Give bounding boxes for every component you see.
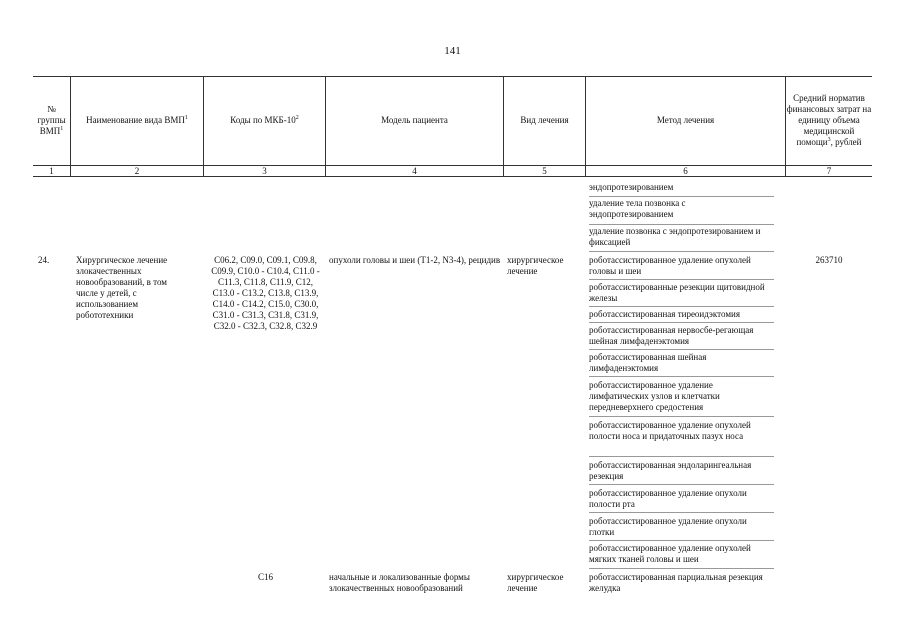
method-separator	[589, 456, 774, 457]
icd-codes: C16	[257, 572, 273, 582]
method-item: удаление позвонка с эндопротезированием и фиксацией	[589, 226, 761, 247]
column-number: 7	[826, 166, 832, 176]
method-item: роботассистированные резекции щитовидной железы	[589, 282, 765, 303]
treatment-type: хирургическое лечение	[507, 255, 564, 276]
method-separator	[589, 376, 774, 377]
group-number: 24.	[38, 255, 50, 265]
average-cost: 263710	[815, 255, 843, 265]
method-item: роботассистированное удаление опухоли глотки	[589, 516, 747, 537]
method-item: роботассистированная шейная лимфаденэктомия	[589, 352, 707, 373]
method-item: роботассистированное удаление опухолей мягких тканей головы и шеи	[589, 543, 751, 564]
header-patient-model: Модель пациента	[381, 115, 448, 125]
column-number: 3	[262, 166, 267, 176]
column-number: 2	[134, 166, 140, 176]
method-item: роботассистированное удаление опухолей головы и шеи	[589, 255, 751, 276]
method-item: эндопротезированием	[589, 182, 674, 192]
patient-model: начальные и локализованные формы злокачественных новообразований	[329, 572, 470, 593]
column-number: 1	[49, 166, 54, 176]
header-treatment-method: Метод лечения	[656, 115, 715, 125]
method-separator	[589, 306, 774, 307]
method-separator	[589, 540, 774, 541]
document-table	[33, 76, 872, 640]
method-item: роботассистированная парциальная резекция желудка	[589, 572, 763, 593]
method-separator	[589, 224, 774, 225]
method-separator	[589, 416, 774, 417]
method-separator	[589, 349, 774, 350]
method-separator	[589, 196, 774, 197]
method-item: роботассистированная тиреоидэктомия	[589, 309, 740, 319]
column-number: 5	[542, 166, 547, 176]
method-separator	[589, 512, 774, 513]
patient-model: опухоли головы и шеи (T1-2, N3-4), рецидив	[329, 255, 501, 265]
header-average-cost: Средний норматив финансовых затрат на единицу объема медицинской помощи$^3$, рублей	[786, 93, 872, 147]
method-separator	[589, 322, 774, 323]
header-vmp-name: Наименование вида ВМП$^1$	[86, 115, 188, 125]
column-number: 6	[683, 166, 688, 176]
page-number: 141	[444, 45, 461, 57]
method-separator	[589, 568, 774, 569]
method-item: роботассистированное удаление лимфатических узлов и клетчатки передневерхнего средостения	[589, 380, 720, 412]
header-icd-codes: Коды по МКБ-$10^2$	[230, 115, 299, 125]
header-group-number: № группы ВМП$^1$	[37, 104, 66, 136]
method-item: роботассистированная нервосбе-регающая шейная лимфаденэктомия	[589, 325, 754, 346]
treatment-type: хирургическое лечение	[507, 572, 564, 593]
method-item: роботассистированная эндоларингеальная резекция	[589, 460, 752, 481]
method-item: удаление тела позвонка с эндопротезированием	[589, 198, 686, 219]
header-treatment-type: Вид лечения	[520, 115, 569, 125]
method-item: роботассистированное удаление опухолей полости носа и придаточных пазух носа	[589, 420, 751, 441]
column-number: 4	[412, 166, 417, 176]
icd-codes: C06.2, C09.0, C09.1, C09.8, C09.9, C10.0 - C10.4, C11.0 - C11.3, C11.8, C11.9, C12, C13.0 - C13.2, C13.8, C13.9, C14.0 - C14.2, C15.0, C30.0, C31.0 - C31.3, C31.8, C31.9, C32.0 - C32.3, C32.8, C32.9	[211, 255, 320, 331]
method-separator	[589, 484, 774, 485]
vmp-name: Хирургическое лечение злокачественных новообразований, в том числе у детей, с использованием робототехники	[76, 255, 168, 320]
method-separator	[589, 251, 774, 252]
method-item: роботассистированное удаление опухоли полости рта	[589, 488, 747, 509]
method-separator	[589, 279, 774, 280]
